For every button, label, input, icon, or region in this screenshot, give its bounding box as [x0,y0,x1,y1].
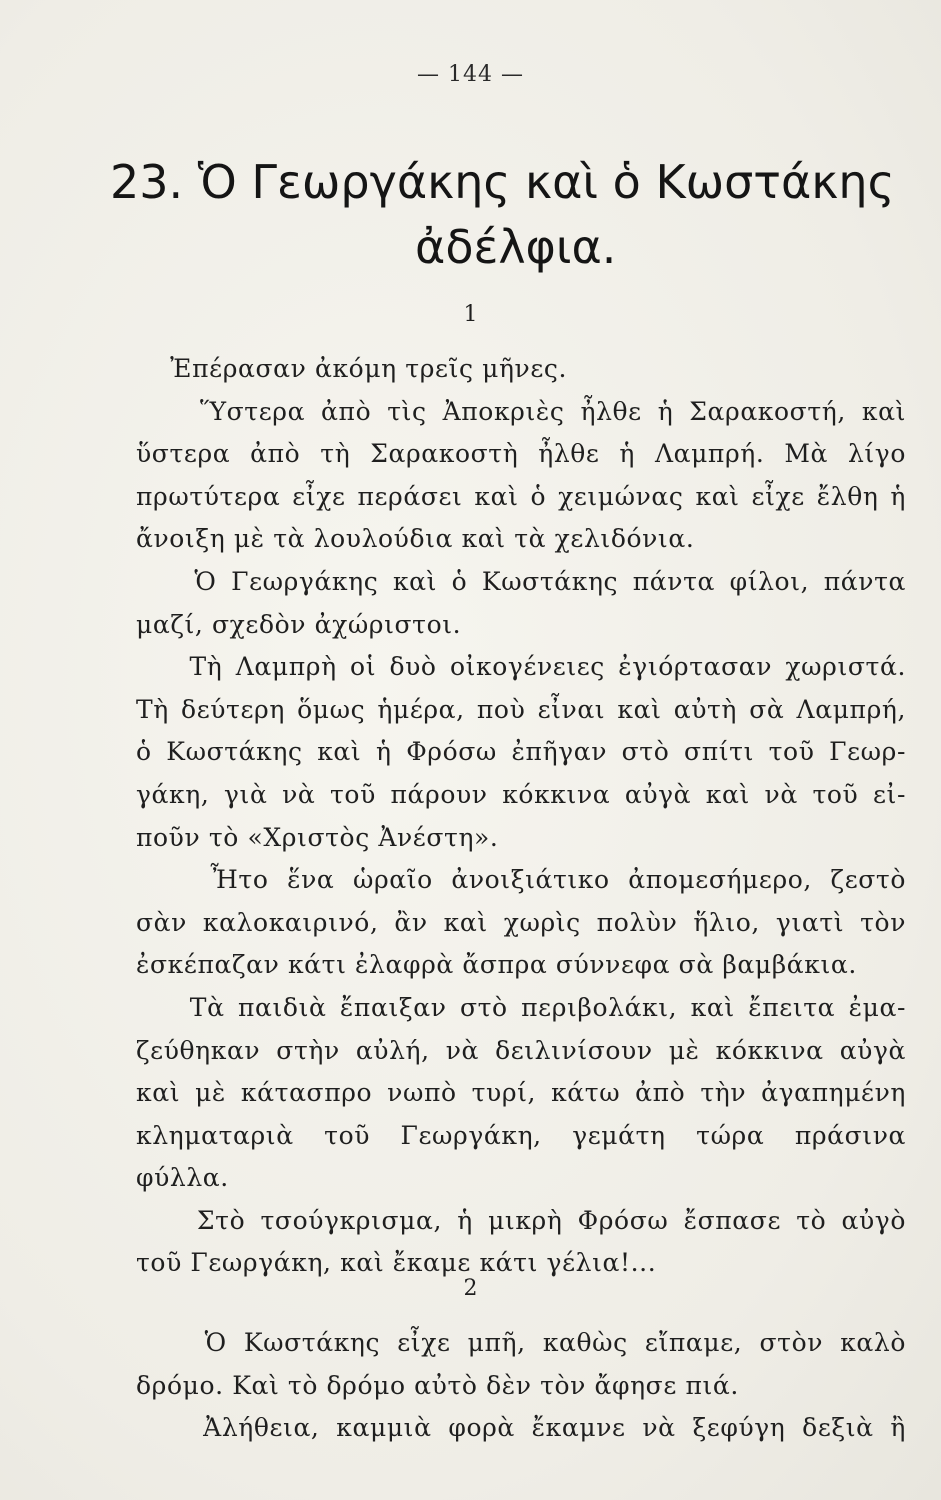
text-line: τοῦ Γεωργάκη, καὶ ἔκαμε κάτι γέλια!... [136,1248,657,1278]
text-line: Τὰ παιδιὰ ἔπαιξαν στὸ περιβολάκι, καὶ ἔπειτα ἐμα- [136,992,906,1022]
text-line: Τὴ δεύτερη ὅμως ἡμέρα, ποὺ εἶναι καὶ αὐτὴ σὰ Λαμπρή, [136,694,906,724]
section-number-2: 2 [463,1276,478,1301]
text-line: ποῦν τὸ «Χριστὸς Ἀνέστη». [136,822,499,852]
text-line: Ὕστερα ἀπὸ τὶς Ἀποκριὲς ἦλθε ἡ Σαρακοστή, καὶ [136,396,906,426]
chapter-title-line-2: ἀδέλφια. [415,220,617,275]
text-line: δρόμο. Καὶ τὸ δρόμο αὐτὸ δὲν τὸν ἄφησε πιά. [136,1370,739,1400]
section-1-text [136,348,906,1285]
text-line: ἐσκέπαζαν κάτι ἐλαφρὰ ἄσπρα σύννεφα σὰ βαμβάκια. [136,950,857,980]
chapter-title-line-1: 23. Ὁ Γεωργάκης καὶ ὁ Κωστάκης [110,155,895,209]
text-line: Ὁ Γεωργάκης καὶ ὁ Κωστάκης πάντα φίλοι, πάντα [136,566,906,596]
text-line: σὰν καλοκαιρινό, ἂν καὶ χωρὶς πολὺν ἥλιο, γιατὶ τὸν [136,907,906,937]
text-line: ὕστερα ἀπὸ τὴ Σαρακοστὴ ἦλθε ἡ Λαμπρή. Μὰ λίγο [136,439,906,469]
text-line: ζεύθηκαν στὴν αὐλή, νὰ δειλινίσουν μὲ κόκκινα αὐγὰ [136,1035,906,1065]
text-line: Ὁ Κωστάκης εἶχε μπῆ, καθὼς εἴπαμε, στὸν καλὸ [136,1328,906,1357]
text-line: γάκη, γιὰ νὰ τοῦ πάρουν κόκκινα αὐγὰ καὶ νὰ τοῦ εἰ- [136,779,906,809]
text-line: πρωτύτερα εἶχε περάσει καὶ ὁ χειμώνας καὶ εἶχε ἔλθη ἡ [136,481,906,511]
section-2-text [136,1322,906,1450]
text-line: καὶ μὲ κάτασπρο νωπὸ τυρί, κάτω ἀπὸ τὴν ἀγαπημένη [136,1078,906,1108]
text-line: ὁ Κωστάκης καὶ ἡ Φρόσω ἐπῆγαν στὸ σπίτι τοῦ Γεωρ- [136,737,906,767]
text-line: φύλλα. [136,1163,229,1193]
text-line: ἄνοιξη μὲ τὰ λουλούδια καὶ τὰ χελιδόνια. [136,524,695,554]
chapter-title [110,150,920,281]
section-number-1: 1 [463,302,478,327]
page-number: — 144 — [417,62,524,87]
text-line: κληματαριὰ τοῦ Γεωργάκη, γεμάτη τώρα πράσινα [136,1120,906,1150]
text-line: Τὴ Λαμπρὴ οἱ δυὸ οἰκογένειες ἐγιόρτασαν χωριστά. [136,652,906,682]
text-line: Στὸ τσούγκρισμα, ἡ μικρὴ Φρόσω ἔσπασε τὸ αὐγὸ [136,1205,906,1235]
text-line: μαζί, σχεδὸν ἀχώριστοι. [136,609,462,639]
text-line: Ἀλήθεια, καμμιὰ φορὰ ἔκαμνε νὰ ξεφύγη δεξιὰ ἢ [136,1413,906,1443]
text-line: Ἦτο ἕνα ὡραῖο ἀνοιξιάτικο ἀπομεσήμερο, ζεστὸ [136,865,906,895]
text-line: Ἐπέρασαν ἀκόμη τρεῖς μῆνες. [136,354,568,383]
